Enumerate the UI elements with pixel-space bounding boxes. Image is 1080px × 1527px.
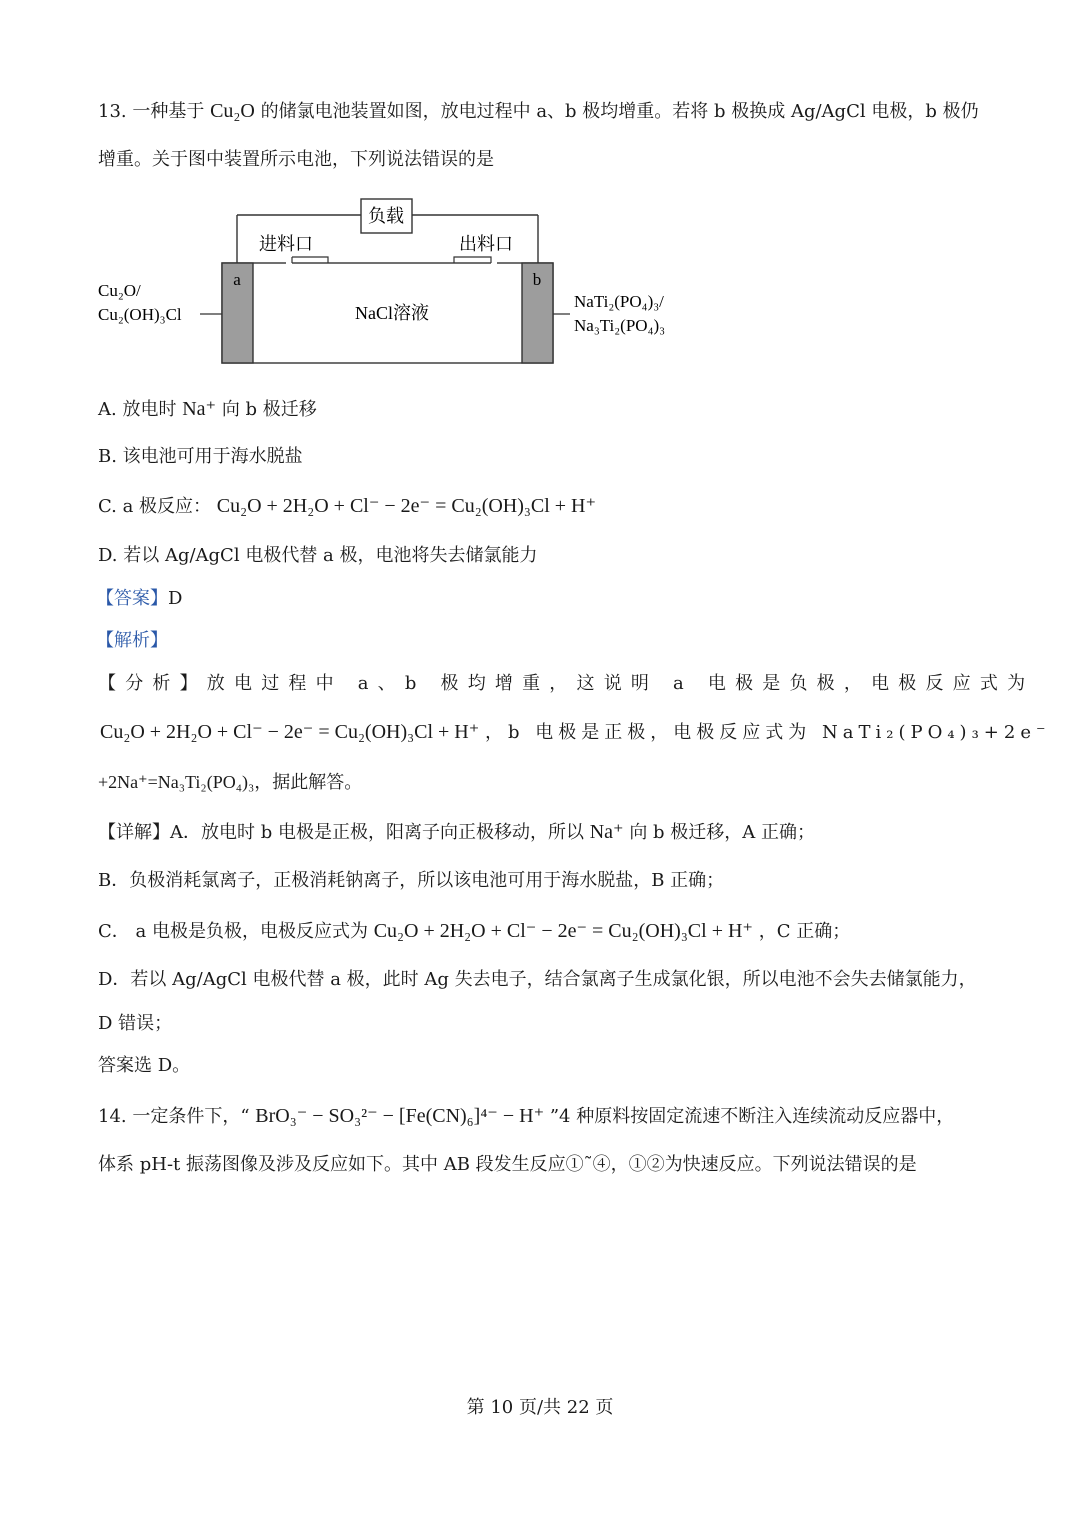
q13-detail-d-2 [98, 1015, 172, 1033]
q13-analysis-label [96, 632, 168, 650]
q13-stem-formula: Cu₂O [210, 100, 255, 122]
q13-analysis-line-2 [100, 722, 1051, 742]
option-a-text: A. 放电时 [98, 399, 177, 420]
left-material-label-1: Cu₂O/ [98, 281, 141, 300]
q13-detail-b [98, 872, 724, 890]
electrode-b-label: b [532, 270, 542, 289]
outlet-mark [454, 257, 491, 263]
inlet-mark [292, 257, 328, 263]
q13-answer [96, 590, 182, 608]
right-material-label-1: NaTi₂(PO₄)₃/ [574, 292, 664, 311]
page-number: 第 10 页/共 22 页 [466, 1397, 614, 1418]
detail-c-text: C． a 电极是负极，电极反应式为 [98, 921, 368, 942]
outlet-label: 出料口 [459, 234, 513, 254]
option-a-text-cont: 向 b 极迁移 [221, 399, 317, 420]
q13-stem-line-1 [98, 101, 979, 121]
option-c-equation: Cu₂O + 2H₂O + Cl⁻ − 2e⁻ = Cu₂(OH)₃Cl + H⁺ [216, 495, 597, 517]
q13-stem-text-cont: 的储氯电池装置如图，放电过程中 a、b 极均增重。若将 b 极换成 Ag/AgCl 电极，b 极仍 [260, 101, 979, 122]
detail-d-text: D．若以 Ag/AgCl 电极代替 a 极，此时 Ag 失去电子，结合氯离子生成氯化银，所以电池不会失去储氯能力， [98, 969, 977, 990]
q14-stem-text-2: 体系 pH-t 振荡图像及涉及反应如下。其中 AB 段发生反应①˜④，①②为快速反应。下列说法错误的是 [98, 1154, 917, 1175]
inlet-gap-left [286, 261, 292, 265]
answer-label: 【答案】 [96, 588, 168, 609]
q14-stem-line-1 [98, 1106, 954, 1126]
option-b-text: B. 该电池可用于海水脱盐 [98, 446, 303, 467]
q13-detail-c [98, 921, 850, 941]
q13-stem-line-2 [98, 151, 494, 169]
detail-a-formula: Na⁺ [589, 821, 624, 843]
load-label: 负载 [368, 206, 404, 226]
solution-label: NaCl溶液 [355, 303, 429, 323]
q14-stem-text: 14. 一定条件下，“ [98, 1106, 250, 1127]
q14-stem-text-cont: ”4 种原料按固定流速不断注入连续流动反应器中， [549, 1106, 955, 1127]
q13-conclusion [98, 1057, 190, 1075]
q13-analysis-line-3 [98, 773, 362, 792]
q13-detail-a [98, 822, 815, 842]
q13-option-b [98, 448, 303, 466]
q13-option-a [98, 399, 317, 419]
detail-d-text-2: D 错误； [98, 1013, 173, 1034]
q13-stem-text-2: 增重。关于图中装置所示电池，下列说法错误的是 [98, 149, 494, 170]
inlet-label: 进料口 [259, 234, 313, 254]
q13-detail-d [98, 971, 977, 989]
option-c-text: C. a 极反应： [98, 496, 212, 517]
detail-a-text: 【详解】A．放电时 b 电极是正极，阳离子向正极移动，所以 [98, 822, 584, 843]
electrode-a-label: a [233, 270, 241, 289]
battery-diagram [96, 195, 696, 370]
detail-c-equation: Cu₂O + 2H₂O + Cl⁻ − 2e⁻ = Cu₂(OH)₃Cl + H⁺ [373, 920, 753, 942]
q14-stem-formula: BrO₃⁻ − SO₃²⁻ − [Fe(CN)₆]⁴⁻ − H⁺ [255, 1105, 545, 1127]
q13-analysis-line-1 [98, 673, 1035, 694]
q14-stem-line-2 [98, 1156, 917, 1174]
analysis-text-2: ，b 电极是正极，电极反应式为 NaTi₂(PO₄)₃+2e⁻ [485, 722, 1051, 743]
option-d-text: D. 若以 Ag/AgCl 电极代替 a 极，电池将失去储氯能力 [98, 545, 538, 566]
q13-option-c [98, 496, 596, 516]
outlet-gap-right [491, 261, 497, 265]
analysis-text-1: 【分析】放电过程中 a、b 极均增重，这说明 a 电极是负极，电极反应式为 [98, 673, 1035, 694]
option-a-formula: Na⁺ [182, 398, 217, 420]
q13-option-d [98, 547, 538, 565]
analysis-equation: Cu₂O + 2H₂O + Cl⁻ − 2e⁻ = Cu₂(OH)₃Cl + H⁺ [100, 721, 480, 743]
detail-a-text-cont: 向 b 极迁移，A 正确； [629, 822, 816, 843]
page-footer [0, 1393, 1080, 1419]
conclusion-text: 答案选 D。 [98, 1055, 191, 1076]
q13-stem-text: 13. 一种基于 [98, 101, 205, 122]
analysis-text-3: +2Na⁺=Na₃Ti₂(PO₄)₃，据此解答。 [98, 772, 363, 792]
answer-value: D [168, 588, 183, 609]
detail-b-text: B．负极消耗氯离子，正极消耗钠离子，所以该电池可用于海水脱盐，B 正确； [98, 870, 725, 891]
left-material-label-2: Cu₂(OH)₃Cl [98, 305, 182, 324]
analysis-label: 【解析】 [96, 630, 168, 651]
right-material-label-2: Na₃Ti₂(PO₄)₃ [574, 316, 666, 335]
detail-c-text-cont: ，C 正确； [758, 921, 851, 942]
